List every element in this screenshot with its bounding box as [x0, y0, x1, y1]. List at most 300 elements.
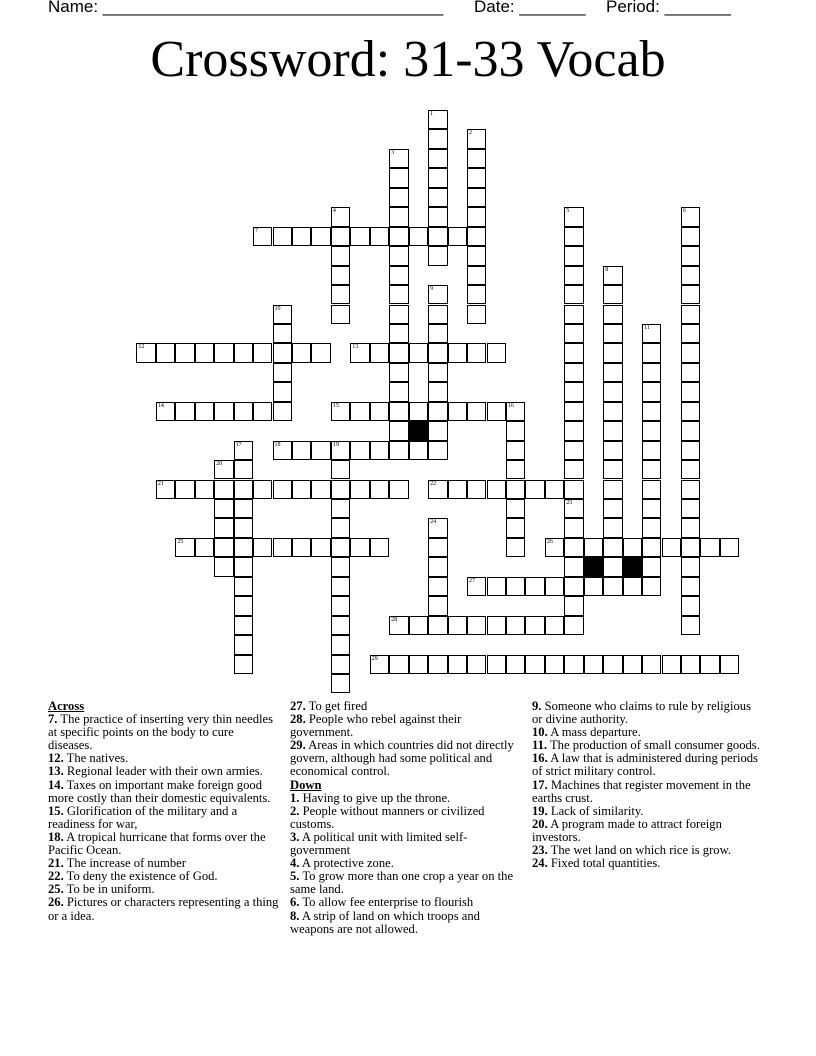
grid-cell[interactable] [564, 402, 583, 421]
grid-cell[interactable] [428, 557, 447, 576]
grid-cell[interactable] [603, 285, 622, 304]
clue-text: A political unit with limited self-government [290, 829, 468, 858]
grid-cell[interactable] [234, 557, 253, 576]
grid-cell[interactable] [234, 518, 253, 537]
grid-cell[interactable] [389, 227, 408, 246]
grid-cell[interactable] [681, 382, 700, 401]
grid-cell[interactable] [603, 421, 622, 440]
grid-cell[interactable] [564, 227, 583, 246]
grid-cell[interactable] [175, 480, 194, 499]
grid-cell[interactable] [214, 499, 233, 518]
grid-cell[interactable] [195, 343, 214, 362]
grid-cell[interactable] [467, 188, 486, 207]
grid-cell[interactable] [234, 480, 253, 499]
grid-cell[interactable] [428, 402, 447, 421]
grid-cell[interactable] [234, 402, 253, 421]
grid-cell[interactable] [642, 460, 661, 479]
grid-cell[interactable] [525, 655, 544, 674]
grid-cell[interactable] [467, 149, 486, 168]
grid-cell[interactable] [467, 285, 486, 304]
grid-cell[interactable] [603, 441, 622, 460]
grid-cell[interactable] [467, 577, 486, 596]
grid-cell[interactable] [487, 577, 506, 596]
grid-cell[interactable] [564, 207, 583, 226]
grid-cell[interactable] [467, 305, 486, 324]
grid-cell[interactable] [564, 518, 583, 537]
grid-cell[interactable] [428, 480, 447, 499]
grid-cell[interactable] [389, 441, 408, 460]
clue-number: 12 [138, 344, 145, 351]
grid-cell[interactable] [564, 616, 583, 635]
grid-cell[interactable] [642, 382, 661, 401]
grid-cell[interactable] [428, 382, 447, 401]
grid-cell[interactable] [448, 655, 467, 674]
grid-cell[interactable] [389, 616, 408, 635]
grid-cell[interactable] [564, 382, 583, 401]
grid-cell[interactable] [331, 266, 350, 285]
grid-cell[interactable] [603, 460, 622, 479]
grid-cell[interactable] [681, 421, 700, 440]
grid-cell[interactable] [564, 363, 583, 382]
grid-cell[interactable] [428, 616, 447, 635]
grid-cell[interactable] [467, 616, 486, 635]
grid-cell[interactable] [370, 441, 389, 460]
grid-cell[interactable] [331, 616, 350, 635]
grid-cell[interactable] [681, 324, 700, 343]
grid-cell[interactable] [428, 305, 447, 324]
grid-cell[interactable] [681, 616, 700, 635]
clue [290, 805, 522, 831]
grid-cell[interactable] [214, 518, 233, 537]
grid-cell[interactable] [603, 305, 622, 324]
grid-cell[interactable] [487, 343, 506, 362]
grid-cell[interactable] [584, 538, 603, 557]
name-field[interactable]: Name: ____________________________________ [48, 0, 444, 16]
grid-cell[interactable] [428, 168, 447, 187]
grid-cell[interactable] [409, 616, 428, 635]
grid-cell[interactable] [564, 421, 583, 440]
grid-cell[interactable] [467, 343, 486, 362]
grid-cell[interactable] [234, 538, 253, 557]
grid-cell[interactable] [253, 480, 272, 499]
grid-cell[interactable] [603, 324, 622, 343]
grid-cell[interactable] [681, 655, 700, 674]
grid-cell[interactable] [467, 227, 486, 246]
grid-cell[interactable] [311, 227, 330, 246]
grid-cell[interactable] [175, 343, 194, 362]
grid-cell[interactable] [389, 402, 408, 421]
grid-cell[interactable] [700, 538, 719, 557]
grid-cell[interactable] [389, 480, 408, 499]
grid-cell[interactable] [584, 655, 603, 674]
grid-cell[interactable] [448, 227, 467, 246]
grid-cell[interactable] [350, 227, 369, 246]
grid-cell[interactable] [389, 363, 408, 382]
grid-cell[interactable] [681, 285, 700, 304]
grid-cell[interactable] [564, 655, 583, 674]
grid-cell[interactable] [467, 402, 486, 421]
grid-cell[interactable] [506, 460, 525, 479]
grid-cell[interactable] [253, 538, 272, 557]
grid-cell[interactable] [467, 168, 486, 187]
clue-number: 23 [566, 500, 573, 506]
grid-cell[interactable] [156, 480, 175, 499]
grid-cell[interactable] [564, 266, 583, 285]
clue-number: 17 [235, 441, 242, 448]
grid-cell[interactable] [389, 382, 408, 401]
grid-cell[interactable] [428, 110, 447, 129]
blocked-cell [409, 421, 428, 440]
grid-cell[interactable] [428, 518, 447, 537]
grid-cell[interactable] [409, 227, 428, 246]
grid-cell[interactable] [603, 538, 622, 557]
grid-cell[interactable] [487, 480, 506, 499]
grid-cell[interactable] [331, 538, 350, 557]
clue-number: 22 [430, 480, 437, 487]
grid-cell[interactable] [292, 538, 311, 557]
grid-cell[interactable] [389, 207, 408, 226]
grid-cell[interactable] [428, 129, 447, 148]
grid-cell[interactable] [681, 363, 700, 382]
grid-cell[interactable] [428, 285, 447, 304]
grid-cell[interactable] [506, 538, 525, 557]
grid-cell[interactable] [681, 227, 700, 246]
grid-cell[interactable] [681, 460, 700, 479]
grid-cell[interactable] [603, 382, 622, 401]
grid-cell[interactable] [681, 499, 700, 518]
grid-cell[interactable] [467, 655, 486, 674]
clue [48, 831, 280, 857]
grid-cell[interactable] [623, 655, 642, 674]
grid-cell[interactable] [409, 402, 428, 421]
grid-cell[interactable] [642, 343, 661, 362]
grid-cell[interactable] [370, 402, 389, 421]
grid-cell[interactable] [662, 538, 681, 557]
grid-cell[interactable] [389, 285, 408, 304]
grid-cell[interactable] [720, 655, 739, 674]
grid-cell[interactable] [720, 538, 739, 557]
grid-cell[interactable] [642, 557, 661, 576]
grid-cell[interactable] [156, 402, 175, 421]
grid-cell[interactable] [564, 480, 583, 499]
grid-cell[interactable] [389, 266, 408, 285]
grid-cell[interactable] [467, 129, 486, 148]
grid-cell[interactable] [214, 460, 233, 479]
grid-cell[interactable] [350, 538, 369, 557]
clue-number: 3 [391, 149, 395, 156]
grid-cell[interactable] [253, 227, 272, 246]
grid-cell[interactable] [331, 402, 350, 421]
grid-cell[interactable] [273, 480, 292, 499]
grid-cell[interactable] [603, 480, 622, 499]
grid-cell[interactable] [467, 480, 486, 499]
grid-cell[interactable] [506, 616, 525, 635]
grid-cell[interactable] [642, 518, 661, 537]
grid-cell[interactable] [273, 538, 292, 557]
grid-cell[interactable] [311, 480, 330, 499]
grid-cell[interactable] [370, 538, 389, 557]
period-field[interactable]: Period: _______ [606, 0, 731, 16]
grid-cell[interactable] [175, 402, 194, 421]
grid-cell[interactable] [428, 596, 447, 615]
grid-cell[interactable] [603, 518, 622, 537]
clue-text: Machines that register movement in the earths crust. [532, 777, 751, 805]
grid-cell[interactable] [642, 441, 661, 460]
grid-cell[interactable] [331, 246, 350, 265]
clue [532, 752, 764, 778]
grid-cell[interactable] [564, 557, 583, 576]
grid-cell[interactable] [331, 227, 350, 246]
grid-cell[interactable] [292, 227, 311, 246]
grid-cell[interactable] [389, 168, 408, 187]
grid-cell[interactable] [350, 480, 369, 499]
grid-cell[interactable] [603, 343, 622, 362]
grid-cell[interactable] [642, 421, 661, 440]
grid-cell[interactable] [662, 655, 681, 674]
grid-cell[interactable] [564, 460, 583, 479]
grid-cell[interactable] [273, 363, 292, 382]
grid-cell[interactable] [428, 538, 447, 557]
grid-cell[interactable] [389, 421, 408, 440]
grid-cell[interactable] [195, 538, 214, 557]
grid-cell[interactable] [525, 480, 544, 499]
grid-cell[interactable] [195, 480, 214, 499]
grid-cell[interactable] [331, 596, 350, 615]
grid-cell[interactable] [564, 538, 583, 557]
grid-cell[interactable] [409, 343, 428, 362]
grid-cell[interactable] [331, 557, 350, 576]
grid-cell[interactable] [234, 460, 253, 479]
grid-cell[interactable] [195, 402, 214, 421]
grid-cell[interactable] [545, 616, 564, 635]
grid-cell[interactable] [681, 441, 700, 460]
grid-cell[interactable] [350, 402, 369, 421]
grid-cell[interactable] [331, 305, 350, 324]
grid-cell[interactable] [564, 305, 583, 324]
grid-cell[interactable] [389, 655, 408, 674]
grid-cell[interactable] [467, 246, 486, 265]
grid-cell[interactable] [681, 538, 700, 557]
grid-cell[interactable] [642, 402, 661, 421]
grid-cell[interactable] [506, 480, 525, 499]
grid-cell[interactable] [389, 149, 408, 168]
grid-cell[interactable] [681, 596, 700, 615]
grid-cell[interactable] [564, 499, 583, 518]
grid-cell[interactable] [642, 363, 661, 382]
grid-cell[interactable] [584, 577, 603, 596]
grid-cell[interactable] [253, 343, 272, 362]
grid-cell[interactable] [350, 441, 369, 460]
grid-cell[interactable] [311, 441, 330, 460]
grid-cell[interactable] [681, 577, 700, 596]
grid-cell[interactable] [564, 343, 583, 362]
grid-cell[interactable] [370, 655, 389, 674]
grid-cell[interactable] [681, 305, 700, 324]
grid-cell[interactable] [506, 421, 525, 440]
grid-cell[interactable] [681, 246, 700, 265]
grid-cell[interactable] [331, 460, 350, 479]
grid-cell[interactable] [234, 499, 253, 518]
grid-cell[interactable] [545, 480, 564, 499]
grid-cell[interactable] [506, 441, 525, 460]
grid-cell[interactable] [448, 616, 467, 635]
grid-cell[interactable] [681, 343, 700, 362]
grid-cell[interactable] [311, 538, 330, 557]
grid-cell[interactable] [642, 538, 661, 557]
grid-cell[interactable] [331, 577, 350, 596]
grid-cell[interactable] [603, 499, 622, 518]
grid-cell[interactable] [428, 207, 447, 226]
grid-cell[interactable] [428, 227, 447, 246]
grid-cell[interactable] [234, 596, 253, 615]
grid-cell[interactable] [564, 285, 583, 304]
grid-cell[interactable] [273, 402, 292, 421]
grid-cell[interactable] [428, 421, 447, 440]
grid-cell[interactable] [564, 441, 583, 460]
grid-cell[interactable] [545, 577, 564, 596]
grid-cell[interactable] [506, 499, 525, 518]
grid-cell[interactable] [545, 655, 564, 674]
grid-cell[interactable] [525, 616, 544, 635]
grid-cell[interactable] [681, 557, 700, 576]
grid-cell[interactable] [428, 363, 447, 382]
grid-cell[interactable] [681, 402, 700, 421]
grid-cell[interactable] [467, 207, 486, 226]
grid-cell[interactable] [603, 557, 622, 576]
grid-cell[interactable] [389, 188, 408, 207]
grid-cell[interactable] [428, 577, 447, 596]
grid-cell[interactable] [506, 518, 525, 537]
grid-cell[interactable] [428, 188, 447, 207]
grid-cell[interactable] [273, 343, 292, 362]
grid-cell[interactable] [214, 557, 233, 576]
grid-cell[interactable] [234, 441, 253, 460]
grid-cell[interactable] [448, 480, 467, 499]
grid-cell[interactable] [467, 266, 486, 285]
grid-cell[interactable] [175, 538, 194, 557]
grid-cell[interactable] [331, 207, 350, 226]
grid-cell[interactable] [487, 402, 506, 421]
grid-cell[interactable] [428, 655, 447, 674]
grid-cell[interactable] [545, 538, 564, 557]
grid-cell[interactable] [642, 499, 661, 518]
grid-cell[interactable] [642, 324, 661, 343]
grid-cell[interactable] [603, 655, 622, 674]
grid-cell[interactable] [370, 480, 389, 499]
grid-cell[interactable] [564, 246, 583, 265]
grid-cell[interactable] [273, 382, 292, 401]
grid-cell[interactable] [506, 402, 525, 421]
grid-cell[interactable] [389, 305, 408, 324]
grid-cell[interactable] [681, 518, 700, 537]
grid-cell[interactable] [234, 655, 253, 674]
grid-cell[interactable] [428, 343, 447, 362]
grid-cell[interactable] [428, 441, 447, 460]
clue-text: To be in uniform. [63, 882, 155, 897]
grid-cell[interactable] [700, 655, 719, 674]
grid-cell[interactable] [156, 343, 175, 362]
grid-cell[interactable] [331, 518, 350, 537]
grid-cell[interactable] [136, 343, 155, 362]
grid-cell[interactable] [214, 402, 233, 421]
grid-cell[interactable] [623, 577, 642, 596]
clue-text: Pictures or characters representing a thing or a idea. [48, 895, 279, 923]
grid-cell[interactable] [642, 480, 661, 499]
grid-cell[interactable] [234, 635, 253, 654]
grid-cell[interactable] [292, 441, 311, 460]
grid-cell[interactable] [273, 441, 292, 460]
grid-cell[interactable] [681, 266, 700, 285]
grid-cell[interactable] [681, 207, 700, 226]
clue-text: The production of small consumer goods. [547, 738, 760, 753]
grid-cell[interactable] [331, 635, 350, 654]
grid-cell[interactable] [506, 577, 525, 596]
grid-cell[interactable] [273, 305, 292, 324]
grid-cell[interactable] [428, 246, 447, 265]
grid-cell[interactable] [370, 343, 389, 362]
grid-cell[interactable] [448, 343, 467, 362]
grid-cell[interactable] [525, 577, 544, 596]
grid-cell[interactable] [487, 655, 506, 674]
clue-number: 19 [332, 441, 339, 448]
grid-cell[interactable] [273, 324, 292, 343]
grid-cell[interactable] [389, 343, 408, 362]
grid-cell[interactable] [389, 246, 408, 265]
grid-cell[interactable] [603, 577, 622, 596]
grid-cell[interactable] [623, 538, 642, 557]
grid-cell[interactable] [292, 343, 311, 362]
grid-cell[interactable] [331, 285, 350, 304]
grid-cell[interactable] [234, 577, 253, 596]
grid-cell[interactable] [214, 538, 233, 557]
grid-cell[interactable] [487, 616, 506, 635]
grid-cell[interactable] [214, 480, 233, 499]
grid-cell[interactable] [428, 149, 447, 168]
grid-cell[interactable] [389, 324, 408, 343]
grid-cell[interactable] [506, 655, 525, 674]
date-field[interactable]: Date: _______ [474, 0, 586, 16]
grid-cell[interactable] [564, 577, 583, 596]
grid-cell[interactable] [603, 266, 622, 285]
grid-cell[interactable] [253, 402, 272, 421]
grid-cell[interactable] [292, 480, 311, 499]
grid-cell[interactable] [681, 480, 700, 499]
grid-cell[interactable] [331, 441, 350, 460]
grid-cell[interactable] [564, 596, 583, 615]
grid-cell[interactable] [273, 227, 292, 246]
clue-number: 20 [216, 461, 223, 468]
grid-cell[interactable] [350, 343, 369, 362]
grid-cell[interactable] [564, 324, 583, 343]
grid-cell[interactable] [603, 363, 622, 382]
grid-cell[interactable] [331, 674, 350, 693]
grid-cell[interactable] [234, 343, 253, 362]
grid-cell[interactable] [311, 343, 330, 362]
grid-cell[interactable] [409, 655, 428, 674]
grid-cell[interactable] [409, 441, 428, 460]
grid-cell[interactable] [331, 499, 350, 518]
grid-cell[interactable] [370, 227, 389, 246]
grid-cell[interactable] [642, 577, 661, 596]
grid-cell[interactable] [234, 616, 253, 635]
grid-cell[interactable] [214, 343, 233, 362]
grid-cell[interactable] [448, 402, 467, 421]
grid-cell[interactable] [331, 480, 350, 499]
grid-cell[interactable] [331, 655, 350, 674]
grid-cell[interactable] [642, 655, 661, 674]
grid-cell[interactable] [603, 402, 622, 421]
grid-cell[interactable] [428, 324, 447, 343]
